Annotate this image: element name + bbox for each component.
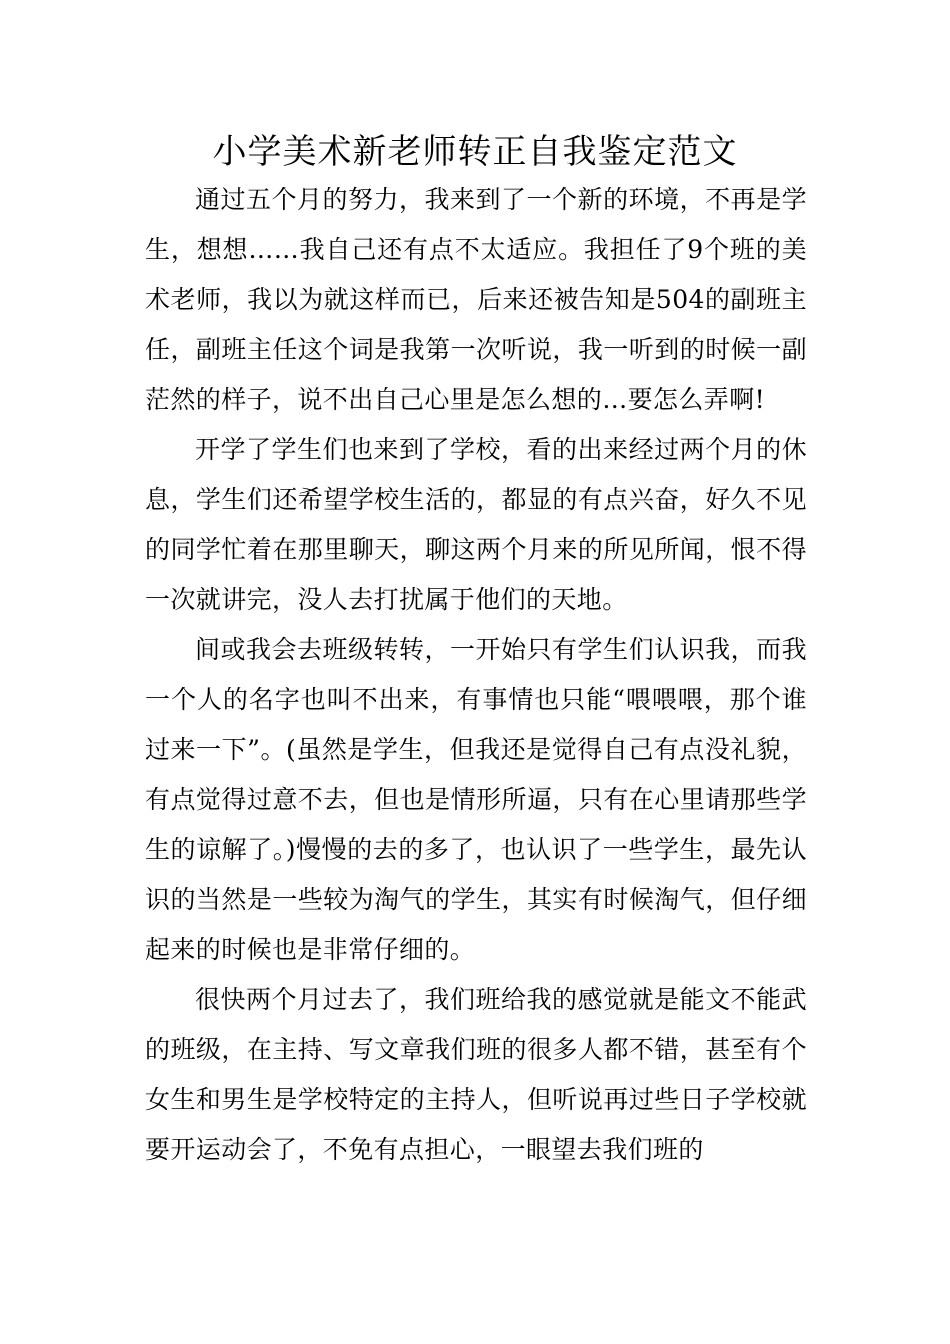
paragraph-2: 开学了学生们也来到了学校，看的出来经过两个月的休息，学生们还希望学校生活的，都显的有点兴奋，好久不见的同学忙着在那里聊天，聊这两个月来的所见所闻，恨不得一次就讲完，没人去打扰属于他们的天地。 bbox=[145, 435, 807, 614]
document-body bbox=[145, 175, 807, 1175]
paragraph-3: 间或我会去班级转转，一开始只有学生们认识我，而我一个人的名字也叫不出来，有事情也只能“喂喂喂，那个谁过来一下”。(虽然是学生，但我还是觉得自己有点没礼貌，有点觉得过意不去，但也是情形所逼，只有在心里请那些学生的谅解了。)慢慢的去的多了，也认识了一些学生，最先认识的当然是一些较为淘气的学生，其实有时候淘气，但仔细起来的时候也是非常仔细的。 bbox=[145, 635, 807, 964]
paragraph-1: 通过五个月的努力，我来到了一个新的环境，不再是学生，想想……我自己还有点不太适应。我担任了9个班的美术老师，我以为就这样而已，后来还被告知是504的副班主任，副班主任这个词是我第一次听说，我一听到的时候一副茫然的样子，说不出自己心里是怎么想的…要怎么弄啊! bbox=[145, 185, 807, 414]
paragraph-4: 很快两个月过去了，我们班给我的感觉就是能文不能武的班级，在主持、写文章我们班的很多人都不错，甚至有个女生和男生是学校特定的主持人，但听说再过些日子学校就要开运动会了，不免有点担心，一眼望去我们班的 bbox=[145, 985, 807, 1164]
document-title: 小学美术新老师转正自我鉴定范文 bbox=[212, 132, 738, 172]
